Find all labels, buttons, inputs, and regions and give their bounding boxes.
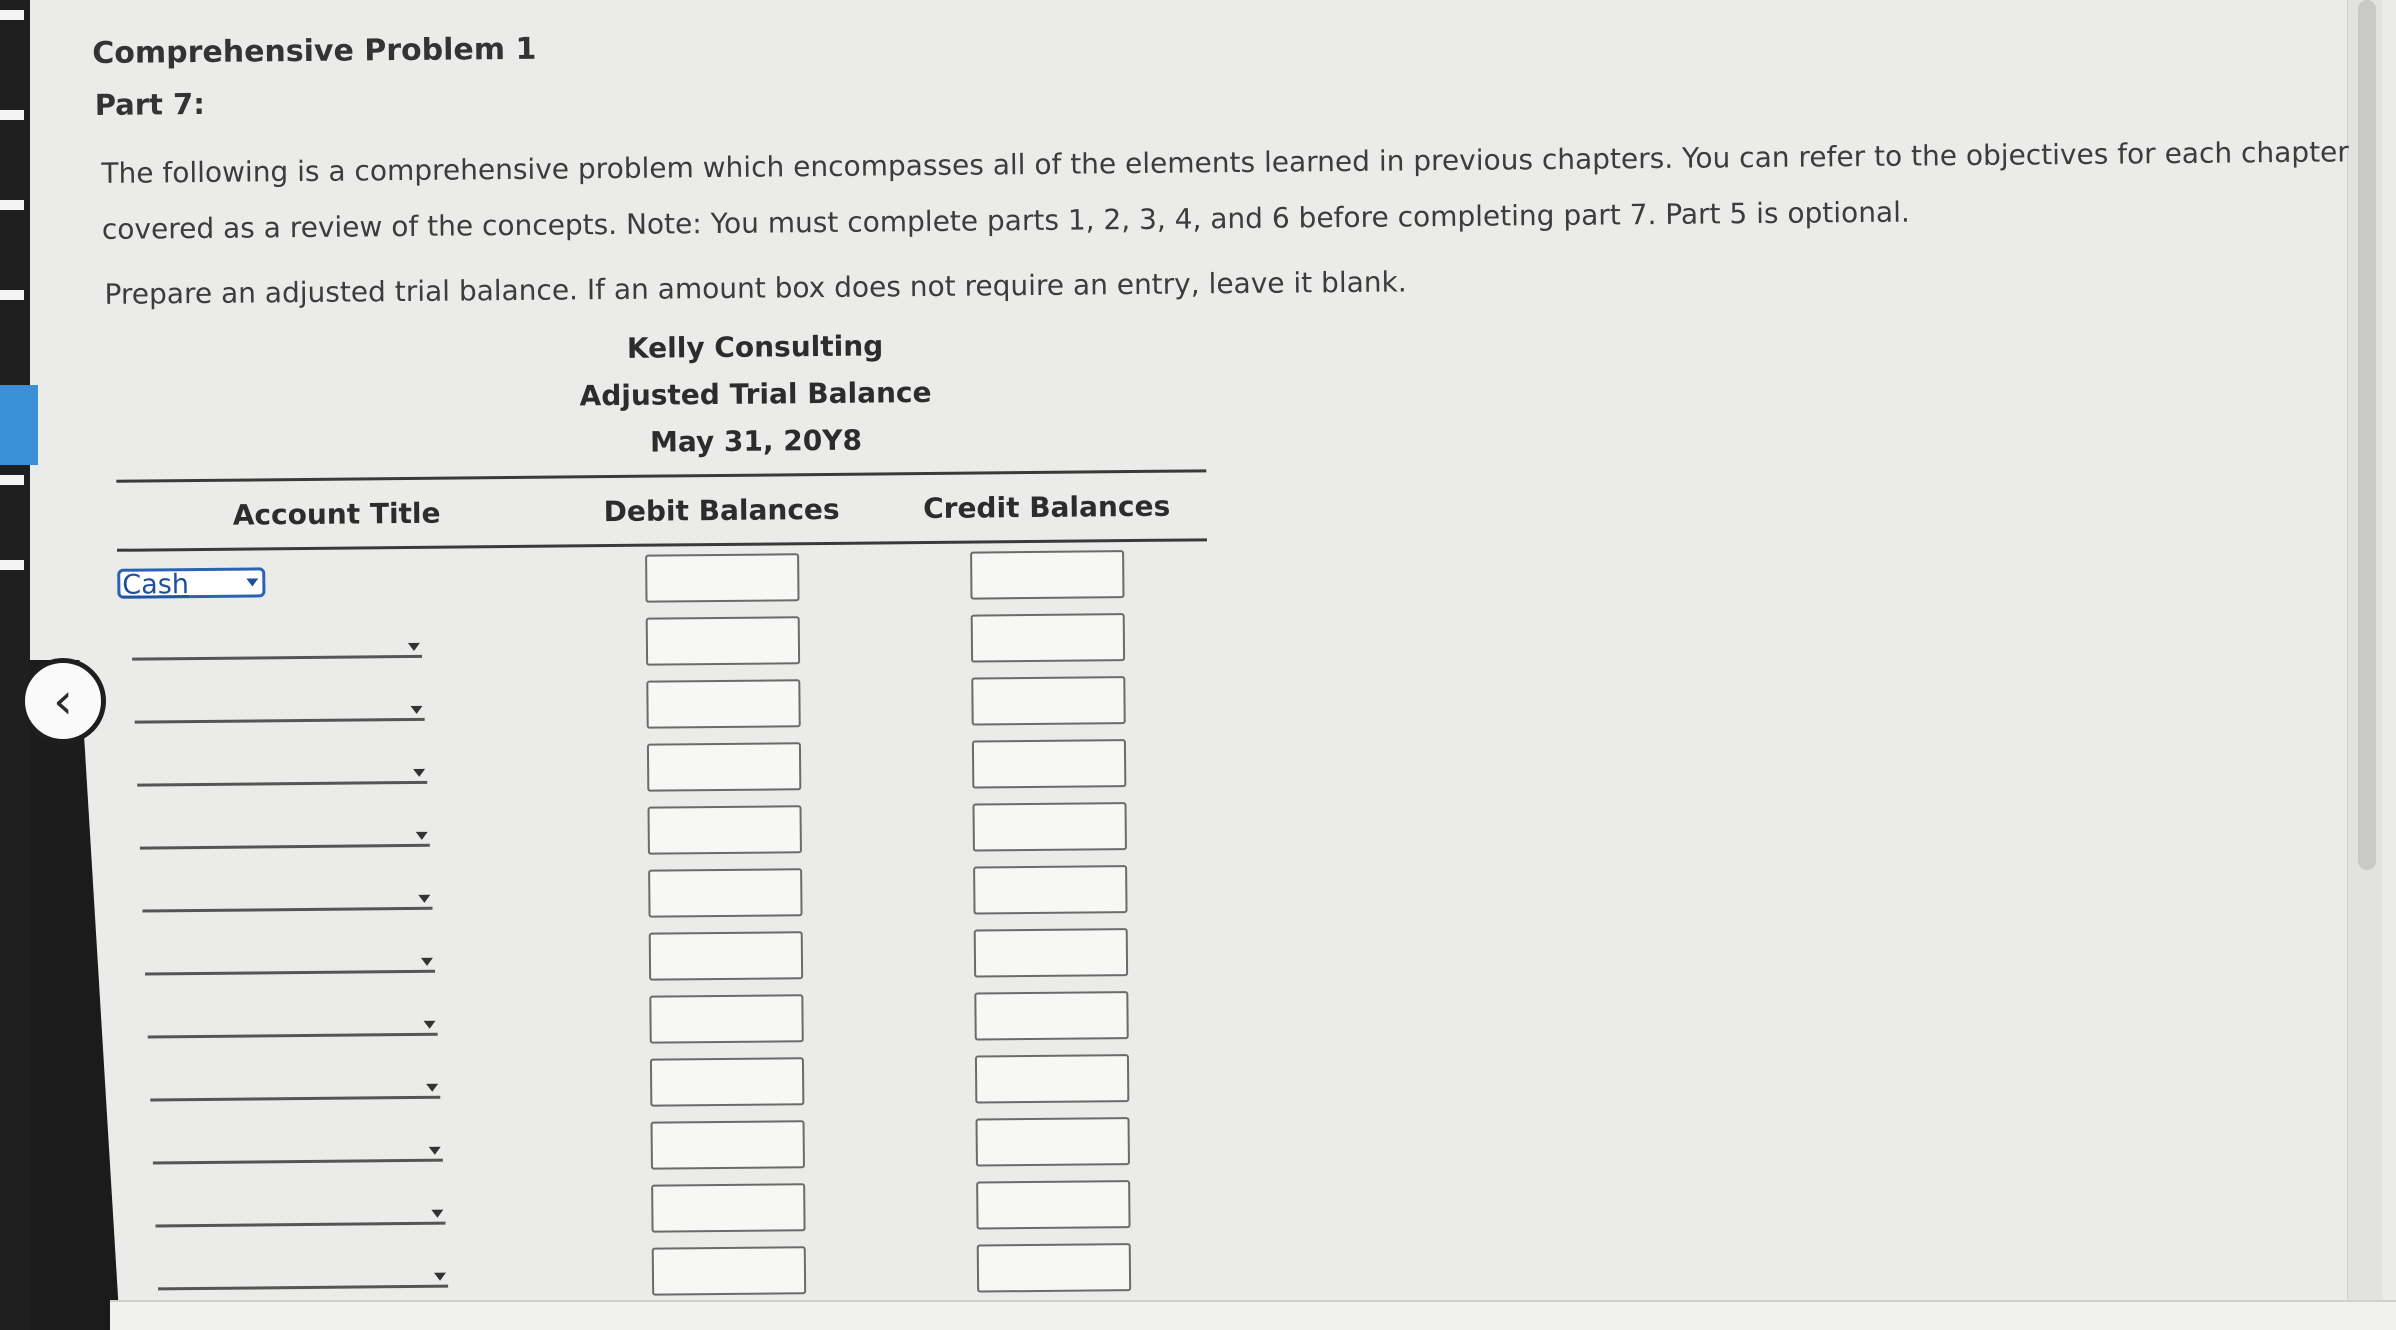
- account-cell: [121, 1006, 561, 1038]
- credit-amount-input[interactable]: [973, 865, 1127, 914]
- table-row: [124, 1234, 1215, 1307]
- account-cell: [119, 754, 559, 786]
- table-row: [121, 982, 1212, 1055]
- account-cell: [118, 628, 558, 660]
- debit-amount-input[interactable]: [650, 1057, 804, 1106]
- sidebar-tick: [0, 290, 24, 300]
- credit-amount-input[interactable]: [975, 1054, 1129, 1103]
- account-cell: [124, 1258, 564, 1290]
- account-select[interactable]: [145, 944, 435, 975]
- caret-down-icon: [421, 957, 433, 965]
- table-row: [122, 1108, 1213, 1181]
- column-headers: [116, 472, 1207, 548]
- debit-cell: [563, 1119, 893, 1170]
- debit-amount-input[interactable]: [652, 1246, 806, 1295]
- sidebar-tick: [0, 560, 24, 570]
- credit-cell: [892, 1053, 1212, 1104]
- debit-cell: [558, 678, 888, 729]
- caret-down-icon: [411, 705, 423, 713]
- debit-cell: [559, 804, 889, 855]
- account-select[interactable]: [158, 1259, 448, 1290]
- table-row: [123, 1171, 1214, 1244]
- table-row: [121, 919, 1212, 992]
- table-row: [118, 604, 1209, 677]
- caret-down-icon: [424, 1020, 436, 1028]
- table-body: [117, 541, 1214, 1307]
- table-row: [119, 730, 1210, 803]
- left-sidebar: [0, 0, 30, 1330]
- account-select[interactable]: [142, 881, 432, 912]
- account-select[interactable]: [137, 755, 427, 786]
- account-select-value: Cash: [122, 568, 190, 601]
- table-row: [122, 1045, 1213, 1118]
- account-select[interactable]: [150, 1070, 440, 1101]
- credit-amount-input[interactable]: [971, 613, 1125, 662]
- debit-cell: [563, 1182, 893, 1233]
- debit-cell: [562, 1056, 892, 1107]
- trial-balance-table: [116, 469, 1214, 1307]
- caret-down-icon: [429, 1146, 441, 1154]
- caret-down-icon: [434, 1272, 446, 1280]
- account-select[interactable]: [155, 1196, 445, 1227]
- account-select[interactable]: [153, 1133, 443, 1164]
- company-name: Kelly Consulting: [626, 329, 884, 365]
- account-cell: [120, 817, 560, 849]
- credit-cell: [891, 990, 1211, 1041]
- credit-amount-input[interactable]: [976, 1117, 1130, 1166]
- account-select[interactable]: [132, 629, 422, 660]
- credit-amount-input[interactable]: [971, 676, 1125, 725]
- caret-down-icon: [408, 642, 420, 650]
- account-select[interactable]: [134, 692, 424, 723]
- account-cell: [120, 880, 560, 912]
- account-cell: [122, 1069, 562, 1101]
- account-cell: [118, 691, 558, 723]
- account-cell: [123, 1132, 563, 1164]
- instructions-text: The following is a comprehensive problem which encompasses all of the elements learned in previous chapters. You can refer to the objectives for each chapter covered as a review of the concepts. Note: You must complete parts 1, 2, 3, 4, and 6 before completing part 7. Part 5 is optional.: [101, 135, 2349, 246]
- table-row: [117, 541, 1208, 614]
- statement-name: Adjusted Trial Balance: [579, 375, 932, 413]
- debit-amount-input[interactable]: [645, 553, 799, 602]
- account-select[interactable]: [147, 1007, 437, 1038]
- credit-balances-header: Credit Balances: [922, 489, 1171, 525]
- account-cell: [121, 943, 561, 975]
- credit-cell: [889, 738, 1209, 789]
- caret-down-icon: [418, 894, 430, 902]
- sidebar-tick: [0, 10, 24, 20]
- table-row: [119, 793, 1210, 866]
- sidebar-tick: [0, 200, 24, 210]
- credit-amount-input[interactable]: [976, 1180, 1130, 1229]
- debit-cell: [557, 552, 887, 603]
- credit-cell: [887, 549, 1207, 600]
- caret-down-icon: [413, 768, 425, 776]
- debit-amount-input[interactable]: [646, 679, 800, 728]
- caret-down-icon: [416, 831, 428, 839]
- debit-cell: [559, 741, 889, 792]
- sidebar-tick: [0, 475, 24, 485]
- credit-amount-input[interactable]: [974, 991, 1128, 1040]
- debit-amount-input[interactable]: [649, 931, 803, 980]
- table-row: [118, 667, 1209, 740]
- credit-amount-input[interactable]: [972, 739, 1126, 788]
- debit-amount-input[interactable]: [649, 994, 803, 1043]
- credit-cell: [889, 801, 1209, 852]
- statement-heading: [455, 321, 1056, 468]
- credit-amount-input[interactable]: [970, 550, 1124, 599]
- debit-amount-input[interactable]: [651, 1120, 805, 1169]
- credit-cell: [891, 927, 1211, 978]
- caret-down-icon: [246, 578, 258, 586]
- debit-cell: [561, 930, 891, 981]
- statement-date: May 31, 20Y8: [649, 423, 863, 459]
- sidebar-active-item[interactable]: [0, 385, 38, 465]
- page-title: Comprehensive Problem 1: [92, 31, 537, 71]
- debit-amount-input[interactable]: [651, 1183, 805, 1232]
- debit-balances-header: Debit Balances: [603, 492, 840, 528]
- account-cell: [117, 564, 557, 601]
- credit-amount-input[interactable]: [974, 928, 1128, 977]
- sidebar-tick: [0, 110, 24, 120]
- account-title-header: Account Title: [232, 496, 441, 532]
- credit-cell: [888, 675, 1208, 726]
- credit-cell: [888, 612, 1208, 663]
- credit-cell: [893, 1179, 1213, 1230]
- task-prompt: Prepare an adjusted trial balance. If an amount box does not require an entry, leave it blank.: [104, 265, 1407, 311]
- problem-content: [92, 6, 2349, 601]
- left-dark-panel: [30, 660, 120, 1330]
- debit-amount-input[interactable]: [646, 616, 800, 665]
- back-button[interactable]: [20, 658, 106, 744]
- debit-amount-input[interactable]: [648, 868, 802, 917]
- table-row: [120, 856, 1211, 929]
- debit-amount-input[interactable]: [647, 805, 801, 854]
- chevron-left-icon: ‹: [53, 672, 73, 730]
- credit-cell: [894, 1242, 1214, 1293]
- account-select[interactable]: [140, 818, 430, 849]
- debit-amount-input[interactable]: [647, 742, 801, 791]
- account-select[interactable]: [117, 567, 265, 601]
- debit-cell: [561, 993, 891, 1044]
- credit-amount-input[interactable]: [977, 1243, 1131, 1292]
- caret-down-icon: [431, 1209, 443, 1217]
- credit-cell: [893, 1116, 1213, 1167]
- account-cell: [123, 1195, 563, 1227]
- credit-amount-input[interactable]: [972, 802, 1126, 851]
- debit-cell: [558, 615, 888, 666]
- credit-cell: [890, 864, 1210, 915]
- debit-cell: [564, 1245, 894, 1296]
- debit-cell: [560, 867, 890, 918]
- caret-down-icon: [426, 1083, 438, 1091]
- part-label: Part 7:: [94, 86, 205, 122]
